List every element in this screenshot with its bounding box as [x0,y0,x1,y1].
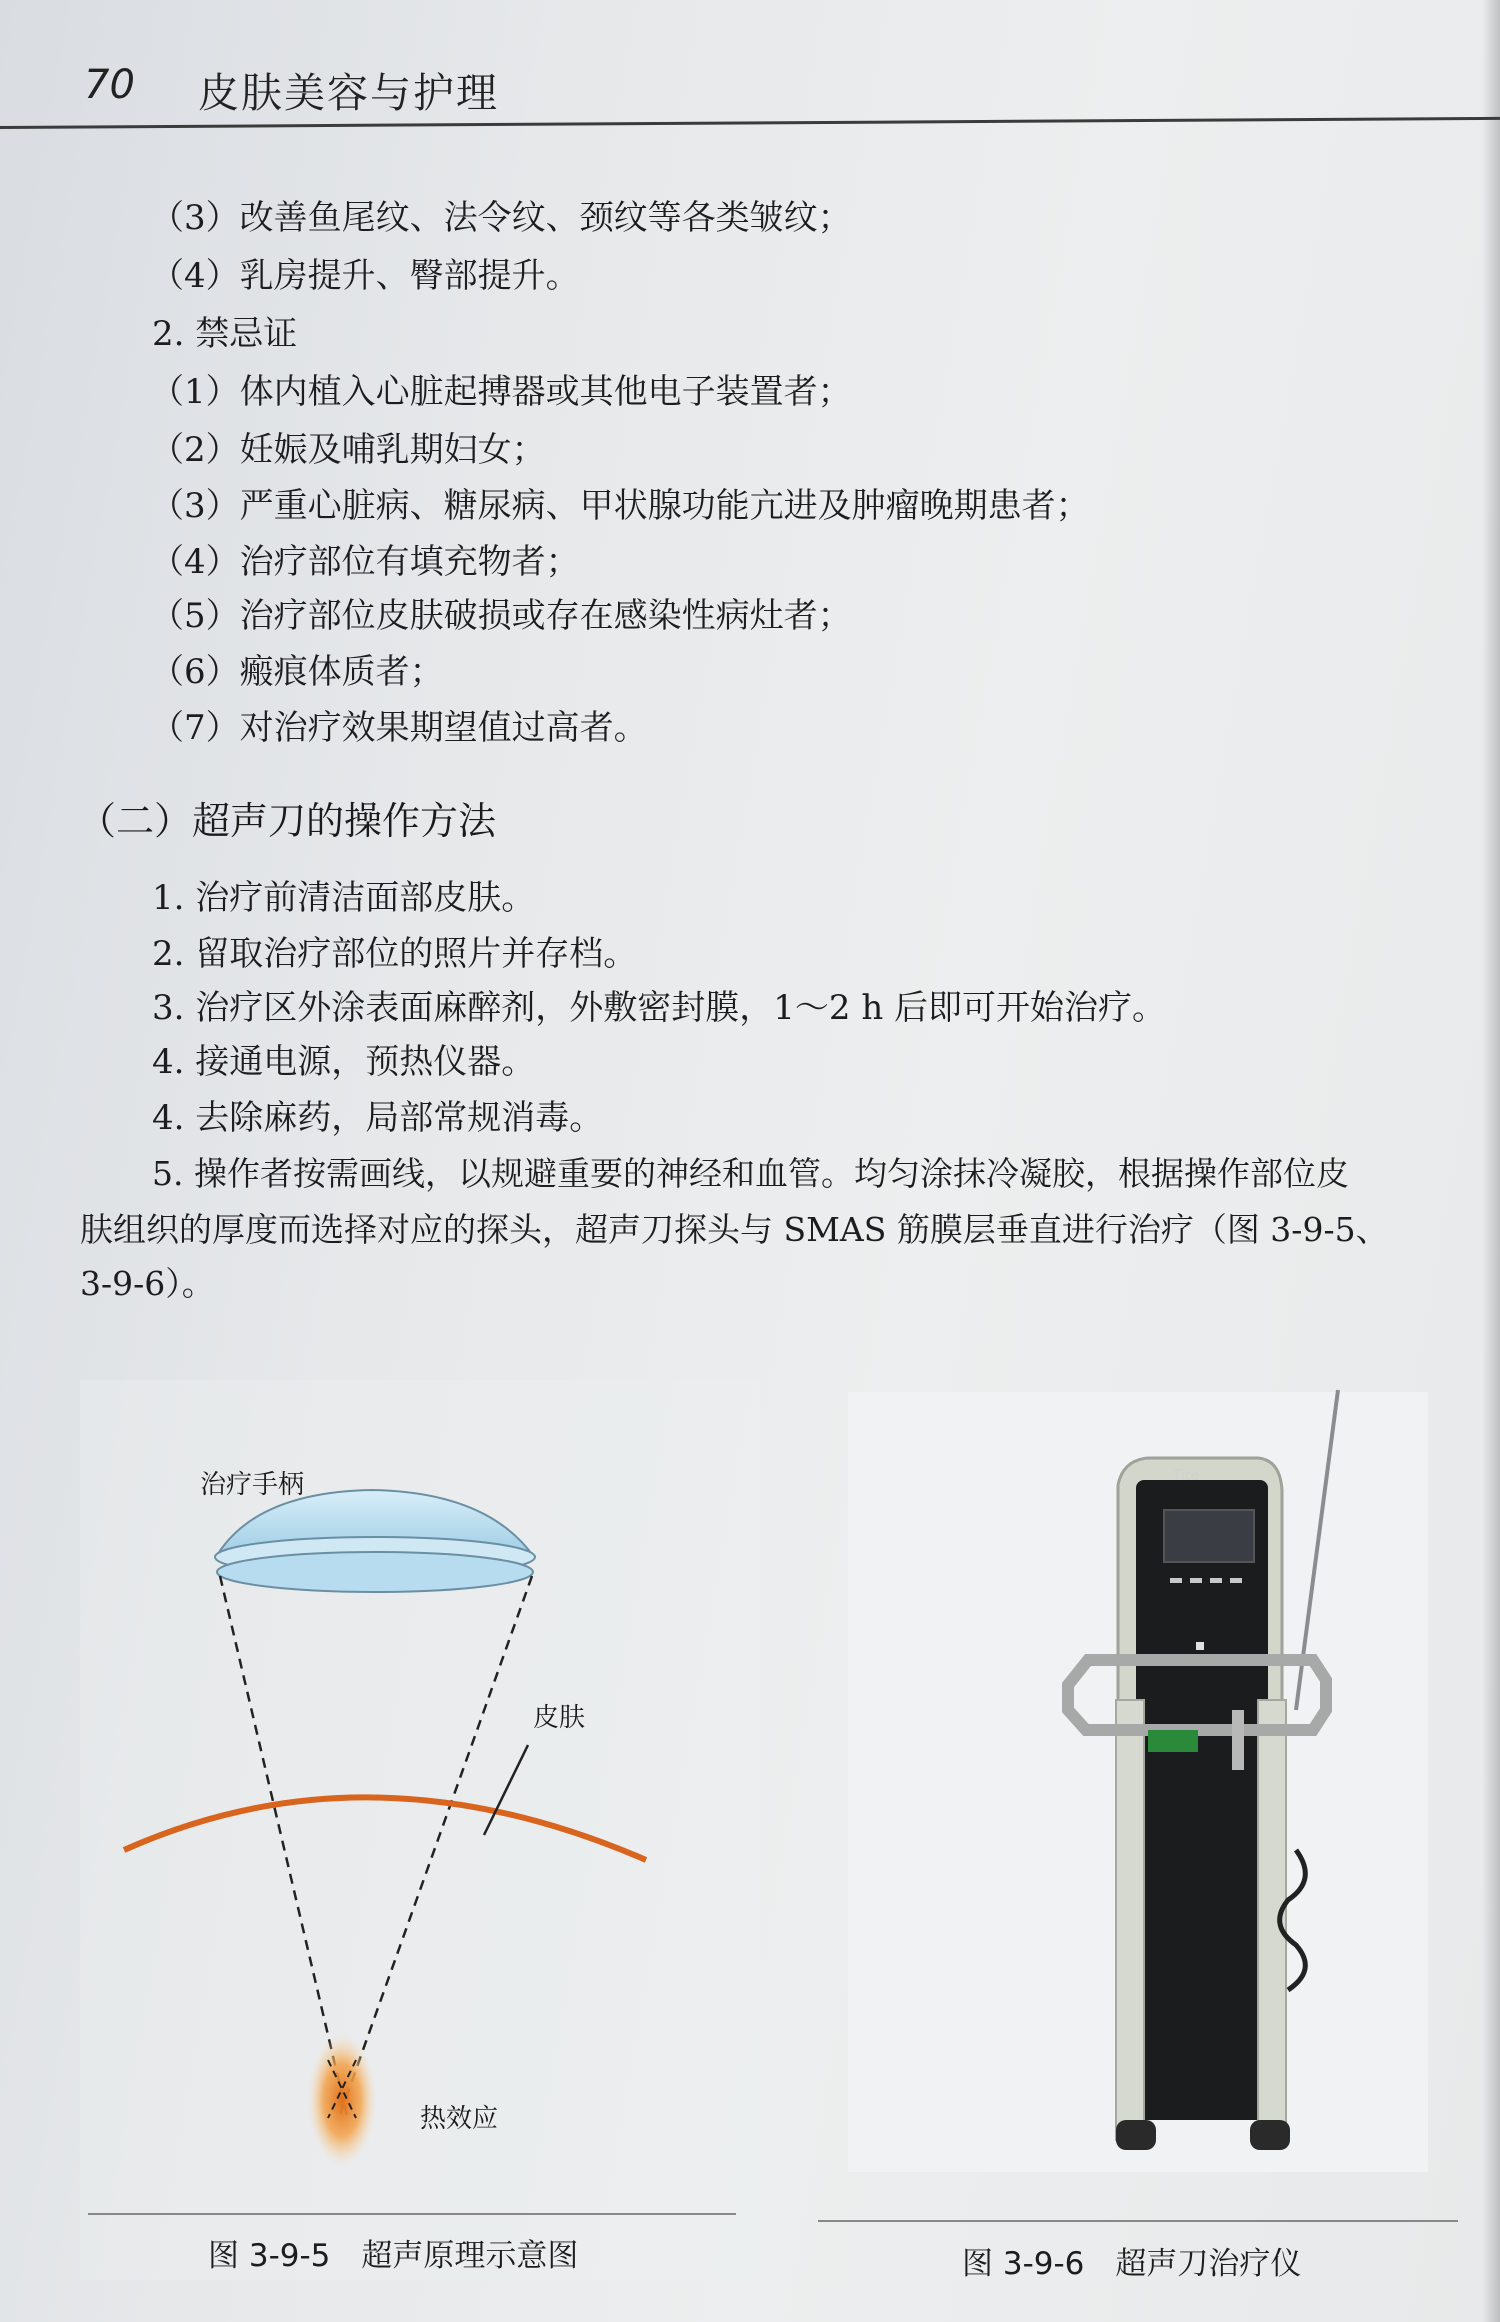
figure-device-photo [818,1380,1458,2280]
step-item: 1. 治疗前清洁面部皮肤。 [152,878,536,918]
caption-rule [88,2213,736,2215]
probe-holder[interactable] [1232,1710,1244,1770]
step5-line-2: 肤组织的厚度而选择对应的探头，超声刀探头与 SMAS 筋膜层垂直进行治疗（图 3-9-5、 [80,1210,1389,1249]
device-screen [1164,1510,1254,1562]
heat-focus [308,2034,376,2166]
list-item: （3）改善鱼尾纹、法令纹、颈纹等各类皱纹； [150,198,852,238]
figure-ultrasound-principle [80,1380,760,2280]
wheel-left [1116,2120,1156,2150]
device-photo [818,1380,1458,2280]
running-title: 皮肤美容与护理 [198,69,499,117]
device-side-left [1116,1700,1144,2140]
ultrasound-diagram [80,1380,760,2280]
device-button[interactable] [1210,1578,1222,1583]
label-skin: 皮肤 [533,1703,586,1733]
list-item: （4）治疗部位有填充物者； [150,542,580,582]
step5-line-1: 5. 操作者按需画线，以规避重要的神经和血管。均匀涂抹冷凝胶，根据操作部位皮 [152,1154,1349,1193]
label-heat: 热效应 [420,2104,499,2134]
list-item: （7）对治疗效果期望值过高者。 [150,708,648,748]
power-switch[interactable] [1196,1642,1204,1650]
device-body [1136,1480,1268,2120]
figure-caption-left: 图 3-9-5 超声原理示意图 [208,2238,579,2274]
caption-rule [818,2220,1458,2222]
list-item: （6）瘢痕体质者； [150,652,444,692]
label-handle: 治疗手柄 [200,1470,305,1500]
figure-caption-right: 图 3-9-6 超声刀治疗仪 [962,2246,1302,2282]
handle-lens-base [217,1552,533,1592]
list-item: （4）乳房提升、臀部提升。 [150,256,580,296]
step-item: 4. 接通电源，预热仪器。 [152,1042,536,1082]
device-label-sticker [1148,1730,1198,1752]
list-item: （3）严重心脏病、糖尿病、甲状腺功能亢进及肿瘤晚期患者； [150,486,1090,526]
wheel-right [1250,2120,1290,2150]
page-number: 70 [84,62,135,108]
step-item: 3. 治疗区外涂表面麻醉剂，外敷密封膜，1～2 h 后即可开始治疗。 [152,988,1167,1028]
list-item: （5）治疗部位皮肤破损或存在感染性病灶者； [150,596,852,636]
section-heading: （二）超声刀的操作方法 [78,799,497,843]
contraindications-title: 2. 禁忌证 [152,314,298,354]
step-item: 2. 留取治疗部位的照片并存档。 [152,934,638,974]
device-button[interactable] [1190,1578,1202,1583]
brand-label: Tite [1173,1468,1200,1484]
device-button[interactable] [1170,1578,1182,1583]
step-item: 4. 去除麻药，局部常规消毒。 [152,1098,604,1138]
list-item: （2）妊娠及哺乳期妇女； [150,430,546,470]
page-edge-shadow [1482,0,1500,2322]
list-item: （1）体内植入心脏起搏器或其他电子装置者； [150,372,852,412]
step5-line-3: 3-9-6）。 [80,1264,215,1303]
device-button[interactable] [1230,1578,1242,1583]
